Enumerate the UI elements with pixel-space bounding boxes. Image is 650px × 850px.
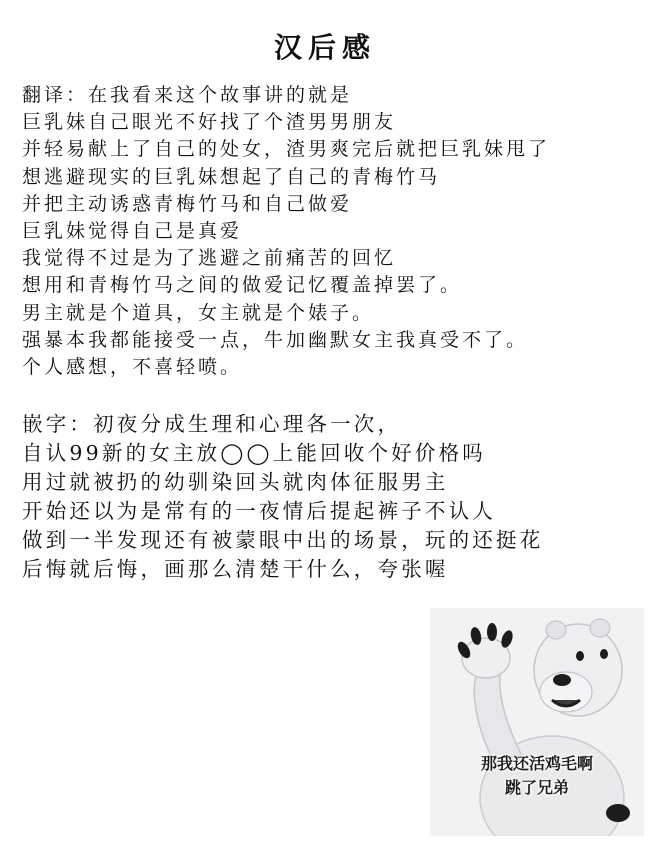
text-line: 个人感想，不喜轻喷。 — [22, 355, 243, 378]
meme-sticker — [430, 608, 644, 836]
text-line: 强暴本我都能接受一点，牛加幽默女主我真受不了。 — [22, 328, 529, 351]
translator-note — [22, 82, 632, 381]
text-line: 自认99新的女主放◯◯上能回收个好价格吗 — [22, 441, 486, 465]
text-line: 开始还以为是常有的一夜情后提起裤子不认人 — [22, 499, 496, 523]
text-line: 想逃避现实的巨乳妹想起了自己的青梅竹马 — [22, 165, 441, 188]
text-line: 巨乳妹自己眼光不好找了个渣男男朋友 — [22, 111, 397, 134]
text-line: 并把主动诱惑青梅竹马和自己做爱 — [22, 192, 353, 215]
typesetter-note — [22, 410, 632, 584]
text-line: 做到一半发现还有被蒙眼中出的场景，玩的还挺花 — [22, 528, 544, 552]
sticker-caption: 那我还活鸡毛啊 — [480, 754, 593, 773]
text-line: 男主就是个道具，女主就是个婊子。 — [22, 301, 375, 324]
text-line: 嵌字：初夜分成生理和心理各一次， — [22, 412, 402, 436]
text-line: 巨乳妹觉得自己是真爱 — [22, 219, 243, 242]
page-title: 汉后感 — [273, 31, 376, 64]
text-line: 想用和青梅竹马之间的做爱记忆覆盖掉罢了。 — [22, 274, 463, 297]
text-line: 后悔就后悔，画那么清楚干什么，夸张喔 — [22, 557, 449, 581]
text-line: 翻译：在我看来这个故事讲的就是 — [22, 84, 353, 106]
polar-bear-waving-icon — [430, 608, 644, 836]
text-line: 并轻易献上了自己的处女，渣男爽完后就把巨乳妹甩了 — [22, 138, 551, 161]
text-line: 我觉得不过是为了逃避之前痛苦的回忆 — [22, 247, 397, 270]
text-line: 用过就被扔的幼驯染回头就肉体征服男主 — [22, 470, 449, 494]
sticker-caption: 跳了兄弟 — [504, 778, 569, 797]
